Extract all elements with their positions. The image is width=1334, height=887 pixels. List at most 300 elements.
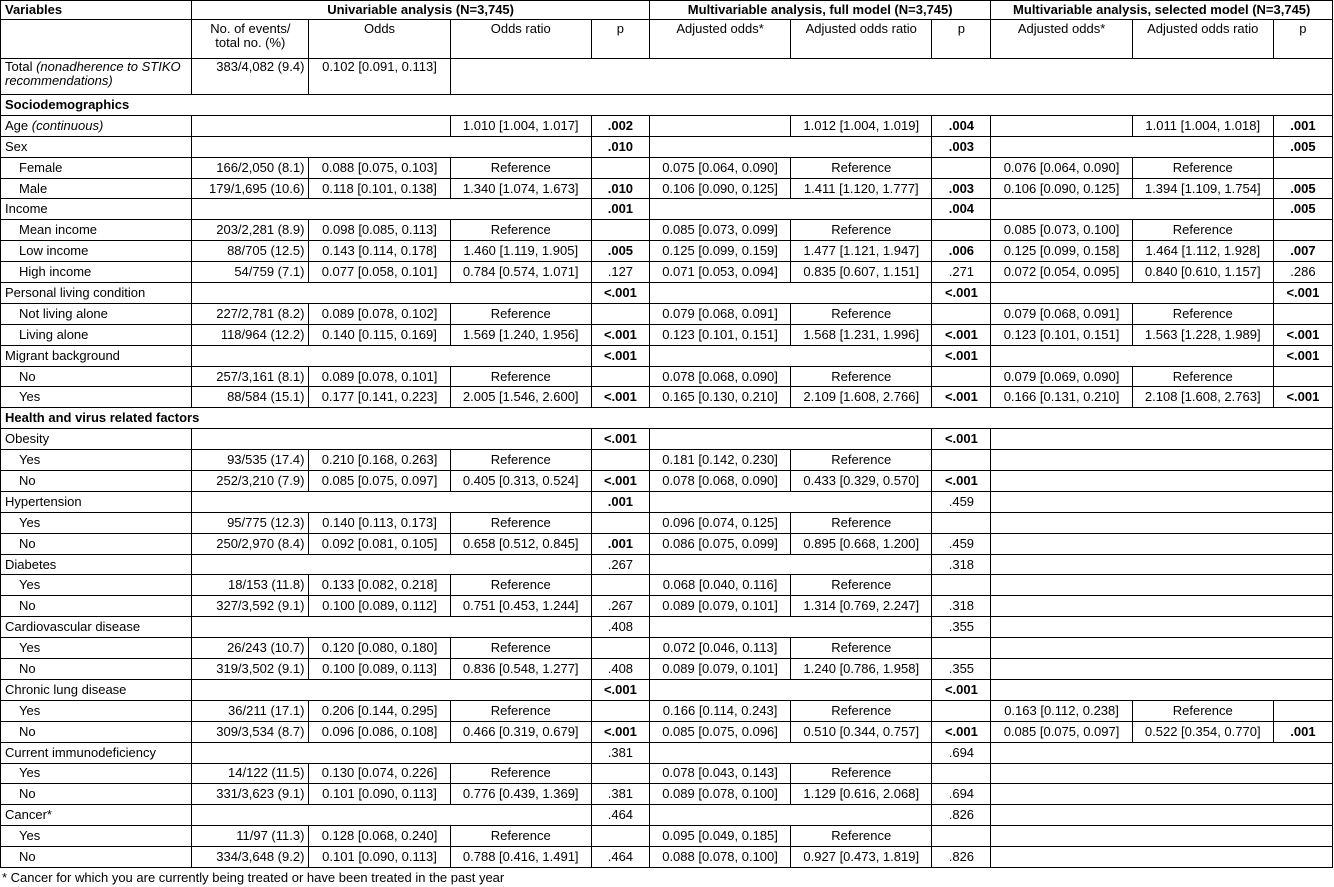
odds: 0.089 [0.078, 0.102] bbox=[309, 303, 450, 324]
adjusted-odds: 0.089 [0.079, 0.101] bbox=[649, 596, 790, 617]
adjusted-odds: 0.165 [0.130, 0.210] bbox=[649, 387, 790, 408]
odds-ratio: Reference bbox=[450, 157, 591, 178]
adjusted-odds: 0.078 [0.043, 0.143] bbox=[649, 763, 790, 784]
odds-ratio: 1.569 [1.240, 1.956] bbox=[450, 324, 591, 345]
adjusted-odds-ratio: 0.835 [0.607, 1.151] bbox=[791, 262, 932, 283]
p-value-selected: .005 bbox=[1273, 199, 1332, 220]
adjusted-odds-ratio: 1.568 [1.231, 1.996] bbox=[791, 324, 932, 345]
variable-row bbox=[1, 136, 1333, 157]
total-label-italic: (nonadherence to STIKO recommendations) bbox=[5, 59, 181, 88]
adjusted-odds-ratio-selected: Reference bbox=[1132, 303, 1273, 324]
empty-cell bbox=[991, 429, 1333, 450]
header-adjusted-odds: Adjusted odds* bbox=[649, 20, 790, 59]
adjusted-odds-ratio-selected: 2.108 [1.608, 2.763] bbox=[1132, 387, 1273, 408]
level-row bbox=[1, 450, 1333, 471]
header-row-groups bbox=[1, 1, 1333, 20]
events: 331/3,623 (9.1) bbox=[192, 784, 309, 805]
odds: 0.130 [0.074, 0.226] bbox=[309, 763, 450, 784]
variable-name: Chronic lung disease bbox=[5, 681, 127, 697]
odds: 0.092 [0.081, 0.105] bbox=[309, 533, 450, 554]
empty-cell bbox=[649, 491, 931, 512]
level-row bbox=[1, 387, 1333, 408]
level-row bbox=[1, 366, 1333, 387]
level-row bbox=[1, 638, 1333, 659]
empty-cell bbox=[649, 617, 931, 638]
p-value-selected: <.001 bbox=[1273, 387, 1332, 408]
header-p: p bbox=[932, 20, 991, 59]
total-label-text: Total bbox=[5, 59, 33, 74]
odds: 0.133 [0.082, 0.218] bbox=[309, 575, 450, 596]
p-value-full: .826 bbox=[932, 805, 991, 826]
level-label: No bbox=[1, 533, 192, 554]
empty-cell bbox=[991, 283, 1273, 304]
variable-label bbox=[1, 199, 192, 220]
empty-cell bbox=[991, 345, 1273, 366]
p-value: <.001 bbox=[591, 429, 649, 450]
level-label: Living alone bbox=[1, 324, 192, 345]
level-row bbox=[1, 533, 1333, 554]
odds-ratio: Reference bbox=[450, 512, 591, 533]
events: 327/3,592 (9.1) bbox=[192, 596, 309, 617]
p-value-selected: .286 bbox=[1273, 262, 1332, 283]
adjusted-odds-selected: 0.163 [0.112, 0.238] bbox=[991, 700, 1132, 721]
p-value-full bbox=[932, 450, 991, 471]
odds-ratio: 0.788 [0.416, 1.491] bbox=[450, 847, 591, 868]
odds-ratio: Reference bbox=[450, 450, 591, 471]
odds: 0.088 [0.075, 0.103] bbox=[309, 157, 450, 178]
adjusted-odds: 0.079 [0.068, 0.091] bbox=[649, 303, 790, 324]
level-row bbox=[1, 721, 1333, 742]
odds-ratio: 0.658 [0.512, 0.845] bbox=[450, 533, 591, 554]
variable-label bbox=[1, 679, 192, 700]
p-value-full: .826 bbox=[932, 847, 991, 868]
level-label: No bbox=[1, 847, 192, 868]
empty-cell bbox=[192, 429, 592, 450]
odds: 0.120 [0.080, 0.180] bbox=[309, 638, 450, 659]
events: 14/122 (11.5) bbox=[192, 763, 309, 784]
adjusted-odds-ratio-selected: 1.011 [1.004, 1.018] bbox=[1132, 115, 1273, 136]
adjusted-odds: 0.089 [0.078, 0.100] bbox=[649, 784, 790, 805]
section-heading: Health and virus related factors bbox=[1, 408, 1333, 429]
level-row bbox=[1, 471, 1333, 492]
total-row bbox=[1, 59, 1333, 95]
level-label: Yes bbox=[1, 638, 192, 659]
level-label: No bbox=[1, 366, 192, 387]
adjusted-odds-ratio: Reference bbox=[791, 638, 932, 659]
header-odds: Odds bbox=[309, 20, 450, 59]
p-value bbox=[591, 638, 649, 659]
header-univariable: Univariable analysis (N=3,745) bbox=[192, 1, 650, 20]
odds-ratio: 1.460 [1.119, 1.905] bbox=[450, 241, 591, 262]
events: 93/535 (17.4) bbox=[192, 450, 309, 471]
events: 319/3,502 (9.1) bbox=[192, 659, 309, 680]
odds: 0.177 [0.141, 0.223] bbox=[309, 387, 450, 408]
empty-cell bbox=[991, 617, 1333, 638]
p-value-full: <.001 bbox=[932, 721, 991, 742]
header-odds-ratio: Odds ratio bbox=[450, 20, 591, 59]
adjusted-odds-ratio: Reference bbox=[791, 700, 932, 721]
empty-cell bbox=[991, 763, 1333, 784]
odds-ratio: 0.405 [0.313, 0.524] bbox=[450, 471, 591, 492]
p-value-full: .318 bbox=[932, 554, 991, 575]
p-value: .010 bbox=[591, 178, 649, 199]
variable-label bbox=[1, 345, 192, 366]
level-label: Mean income bbox=[1, 220, 192, 241]
adjusted-odds-selected: 0.106 [0.090, 0.125] bbox=[991, 178, 1132, 199]
odds: 0.128 [0.068, 0.240] bbox=[309, 826, 450, 847]
empty-cell bbox=[991, 826, 1333, 847]
variable-row bbox=[1, 679, 1333, 700]
empty-cell bbox=[649, 679, 931, 700]
p-value-full bbox=[932, 638, 991, 659]
p-value-selected: .005 bbox=[1273, 178, 1332, 199]
adjusted-odds-selected: 0.076 [0.064, 0.090] bbox=[991, 157, 1132, 178]
odds-ratio: 0.776 [0.439, 1.369] bbox=[450, 784, 591, 805]
p-value-full: .355 bbox=[932, 659, 991, 680]
p-value-full bbox=[932, 575, 991, 596]
p-value-full: .003 bbox=[932, 178, 991, 199]
odds: 0.101 [0.090, 0.113] bbox=[309, 847, 450, 868]
level-row bbox=[1, 178, 1333, 199]
level-row bbox=[1, 575, 1333, 596]
empty-cell bbox=[991, 450, 1333, 471]
p-value: <.001 bbox=[591, 283, 649, 304]
empty-cell bbox=[192, 115, 450, 136]
adjusted-odds-ratio: 0.895 [0.668, 1.200] bbox=[791, 533, 932, 554]
adjusted-odds: 0.071 [0.053, 0.094] bbox=[649, 262, 790, 283]
empty-cell bbox=[649, 554, 931, 575]
section-row bbox=[1, 408, 1333, 429]
adjusted-odds-ratio: Reference bbox=[791, 366, 932, 387]
level-row bbox=[1, 324, 1333, 345]
p-value-full: .318 bbox=[932, 596, 991, 617]
adjusted-odds-ratio-selected: Reference bbox=[1132, 220, 1273, 241]
adjusted-odds-selected: 0.166 [0.131, 0.210] bbox=[991, 387, 1132, 408]
adjusted-odds: 0.106 [0.090, 0.125] bbox=[649, 178, 790, 199]
empty-cell bbox=[649, 805, 931, 826]
adjusted-odds: 0.075 [0.064, 0.090] bbox=[649, 157, 790, 178]
p-value-full: <.001 bbox=[932, 324, 991, 345]
empty-cell bbox=[991, 596, 1333, 617]
p-value-full: .004 bbox=[932, 199, 991, 220]
adjusted-odds-ratio: 0.927 [0.473, 1.819] bbox=[791, 847, 932, 868]
variable-label bbox=[1, 617, 192, 638]
variable-name: Sex bbox=[5, 138, 28, 154]
p-value bbox=[591, 763, 649, 784]
p-value-full: <.001 bbox=[932, 679, 991, 700]
odds: 0.206 [0.144, 0.295] bbox=[309, 700, 450, 721]
variable-row bbox=[1, 199, 1333, 220]
empty-cell bbox=[649, 136, 931, 157]
adjusted-odds-ratio-selected: Reference bbox=[1132, 700, 1273, 721]
p-value: .001 bbox=[591, 533, 649, 554]
level-label: Female bbox=[1, 157, 192, 178]
adjusted-odds-ratio-selected: Reference bbox=[1132, 157, 1273, 178]
empty-cell bbox=[991, 554, 1333, 575]
empty-cell bbox=[192, 345, 592, 366]
variable-qualifier: (continuous) bbox=[31, 117, 104, 133]
p-value: <.001 bbox=[591, 345, 649, 366]
p-value: .464 bbox=[591, 847, 649, 868]
events: 309/3,534 (8.7) bbox=[192, 721, 309, 742]
level-label: Yes bbox=[1, 387, 192, 408]
p-value bbox=[591, 303, 649, 324]
adjusted-odds-ratio: 0.433 [0.329, 0.570] bbox=[791, 471, 932, 492]
p-value: .267 bbox=[591, 596, 649, 617]
p-value-full bbox=[932, 512, 991, 533]
p-value-selected bbox=[1273, 303, 1332, 324]
odds-ratio: Reference bbox=[450, 826, 591, 847]
header-events-line1: No. of events/ bbox=[210, 21, 291, 36]
odds-ratio: Reference bbox=[450, 763, 591, 784]
empty-cell bbox=[991, 638, 1333, 659]
empty-cell bbox=[192, 679, 592, 700]
p-value-full: .694 bbox=[932, 784, 991, 805]
level-row bbox=[1, 512, 1333, 533]
variable-label bbox=[1, 491, 192, 512]
events: 257/3,161 (8.1) bbox=[192, 366, 309, 387]
adjusted-odds: 0.125 [0.099, 0.159] bbox=[649, 241, 790, 262]
level-label: Yes bbox=[1, 575, 192, 596]
p-value-selected: <.001 bbox=[1273, 345, 1332, 366]
events: 250/2,970 (8.4) bbox=[192, 533, 309, 554]
header-variables: Variables bbox=[1, 1, 192, 20]
level-label: Not living alone bbox=[1, 303, 192, 324]
p-value-full bbox=[932, 366, 991, 387]
empty-cell bbox=[192, 617, 592, 638]
odds: 0.077 [0.058, 0.101] bbox=[309, 262, 450, 283]
empty-cell bbox=[991, 847, 1333, 868]
p-value: .005 bbox=[591, 241, 649, 262]
section-heading: Sociodemographics bbox=[1, 95, 1333, 116]
adjusted-odds: 0.089 [0.079, 0.101] bbox=[649, 659, 790, 680]
total-odds: 0.102 [0.091, 0.113] bbox=[309, 59, 450, 95]
p-value-selected: .005 bbox=[1273, 136, 1332, 157]
variable-name: Current immunodeficiency bbox=[5, 744, 157, 760]
header-p: p bbox=[591, 20, 649, 59]
odds-ratio: 2.005 [1.546, 2.600] bbox=[450, 387, 591, 408]
variable-label bbox=[1, 136, 192, 157]
odds: 0.210 [0.168, 0.263] bbox=[309, 450, 450, 471]
p-value-full bbox=[932, 157, 991, 178]
adjusted-odds-selected: 0.072 [0.054, 0.095] bbox=[991, 262, 1132, 283]
variable-row bbox=[1, 283, 1333, 304]
p-value-selected: <.001 bbox=[1273, 283, 1332, 304]
p-value-full: <.001 bbox=[932, 429, 991, 450]
adjusted-odds-ratio: Reference bbox=[791, 575, 932, 596]
header-row-columns bbox=[1, 20, 1333, 59]
odds-ratio: 0.784 [0.574, 1.071] bbox=[450, 262, 591, 283]
empty-cell bbox=[192, 805, 592, 826]
p-value-full: <.001 bbox=[932, 387, 991, 408]
p-value-full bbox=[932, 700, 991, 721]
odds: 0.100 [0.089, 0.112] bbox=[309, 596, 450, 617]
p-value bbox=[591, 220, 649, 241]
events: 18/153 (11.8) bbox=[192, 575, 309, 596]
p-value-full: .459 bbox=[932, 533, 991, 554]
p-value-full: .006 bbox=[932, 241, 991, 262]
events: 179/1,695 (10.6) bbox=[192, 178, 309, 199]
empty-cell bbox=[991, 742, 1333, 763]
p-value-selected bbox=[1273, 366, 1332, 387]
empty-cell bbox=[991, 805, 1333, 826]
total-label bbox=[1, 59, 192, 95]
p-value-selected: .007 bbox=[1273, 241, 1332, 262]
odds: 0.100 [0.089, 0.113] bbox=[309, 659, 450, 680]
level-label: Yes bbox=[1, 450, 192, 471]
empty-cell bbox=[991, 659, 1333, 680]
header-events bbox=[192, 20, 309, 59]
level-label: Male bbox=[1, 178, 192, 199]
header-multivariable-selected: Multivariable analysis, selected model (N=3,745) bbox=[991, 1, 1333, 20]
p-value-selected bbox=[1273, 220, 1332, 241]
adjusted-odds-ratio-selected: 0.522 [0.354, 0.770] bbox=[1132, 721, 1273, 742]
adjusted-odds: 0.068 [0.040, 0.116] bbox=[649, 575, 790, 596]
header-blank bbox=[1, 20, 192, 59]
events: 54/759 (7.1) bbox=[192, 262, 309, 283]
odds: 0.101 [0.090, 0.113] bbox=[309, 784, 450, 805]
empty-cell bbox=[649, 115, 790, 136]
level-row bbox=[1, 220, 1333, 241]
adjusted-odds-ratio: Reference bbox=[791, 450, 932, 471]
p-value: .127 bbox=[591, 262, 649, 283]
variable-label bbox=[1, 805, 192, 826]
variable-label bbox=[1, 115, 192, 136]
level-label: Yes bbox=[1, 512, 192, 533]
level-row bbox=[1, 241, 1333, 262]
p-value bbox=[591, 450, 649, 471]
variable-row bbox=[1, 554, 1333, 575]
level-row bbox=[1, 847, 1333, 868]
p-value-full: .004 bbox=[932, 115, 991, 136]
adjusted-odds-ratio-selected: 0.840 [0.610, 1.157] bbox=[1132, 262, 1273, 283]
empty-cell bbox=[991, 575, 1333, 596]
p-value bbox=[591, 157, 649, 178]
variable-name: Age bbox=[5, 117, 29, 133]
adjusted-odds-ratio-selected: Reference bbox=[1132, 366, 1273, 387]
p-value-full: <.001 bbox=[932, 471, 991, 492]
adjusted-odds-selected: 0.125 [0.099, 0.158] bbox=[991, 241, 1132, 262]
adjusted-odds-ratio: 1.477 [1.121, 1.947] bbox=[791, 241, 932, 262]
adjusted-odds: 0.123 [0.101, 0.151] bbox=[649, 324, 790, 345]
adjusted-odds-ratio: Reference bbox=[791, 157, 932, 178]
p-value: .381 bbox=[591, 784, 649, 805]
events: 88/705 (12.5) bbox=[192, 241, 309, 262]
odds: 0.143 [0.114, 0.178] bbox=[309, 241, 450, 262]
p-value-full: .003 bbox=[932, 136, 991, 157]
empty-cell bbox=[192, 136, 592, 157]
level-label: No bbox=[1, 721, 192, 742]
header-adjusted-odds-ratio: Adjusted odds ratio bbox=[1132, 20, 1273, 59]
odds-ratio: 0.466 [0.319, 0.679] bbox=[450, 721, 591, 742]
variable-row bbox=[1, 115, 1333, 136]
empty-cell bbox=[192, 554, 592, 575]
adjusted-odds: 0.085 [0.073, 0.099] bbox=[649, 220, 790, 241]
empty-cell bbox=[192, 742, 592, 763]
adjusted-odds-selected: 0.085 [0.075, 0.097] bbox=[991, 721, 1132, 742]
p-value-selected: .001 bbox=[1273, 115, 1332, 136]
odds: 0.140 [0.115, 0.169] bbox=[309, 324, 450, 345]
variable-name: Diabetes bbox=[5, 556, 57, 572]
level-row bbox=[1, 700, 1333, 721]
adjusted-odds-ratio: 0.510 [0.344, 0.757] bbox=[791, 721, 932, 742]
p-value: .464 bbox=[591, 805, 649, 826]
adjusted-odds: 0.086 [0.075, 0.099] bbox=[649, 533, 790, 554]
odds: 0.098 [0.085, 0.113] bbox=[309, 220, 450, 241]
events: 26/243 (10.7) bbox=[192, 638, 309, 659]
adjusted-odds-ratio: 1.411 [1.120, 1.777] bbox=[791, 178, 932, 199]
level-row bbox=[1, 303, 1333, 324]
odds-ratio: Reference bbox=[450, 303, 591, 324]
adjusted-odds-ratio-selected: 1.464 [1.112, 1.928] bbox=[1132, 241, 1273, 262]
events: 227/2,781 (8.2) bbox=[192, 303, 309, 324]
adjusted-odds-selected: 0.085 [0.073, 0.100] bbox=[991, 220, 1132, 241]
p-value-full bbox=[932, 826, 991, 847]
variable-name: Personal living condition bbox=[5, 284, 146, 300]
p-value: .408 bbox=[591, 617, 649, 638]
adjusted-odds: 0.088 [0.078, 0.100] bbox=[649, 847, 790, 868]
odds-ratio: 1.010 [1.004, 1.017] bbox=[450, 115, 591, 136]
p-value bbox=[591, 512, 649, 533]
p-value bbox=[591, 700, 649, 721]
empty-cell bbox=[192, 199, 592, 220]
adjusted-odds: 0.181 [0.142, 0.230] bbox=[649, 450, 790, 471]
level-row bbox=[1, 763, 1333, 784]
empty-cell bbox=[192, 283, 592, 304]
adjusted-odds-ratio: Reference bbox=[791, 220, 932, 241]
adjusted-odds-selected: 0.079 [0.068, 0.091] bbox=[991, 303, 1132, 324]
p-value-full: <.001 bbox=[932, 283, 991, 304]
adjusted-odds-ratio: 1.129 [0.616, 2.068] bbox=[791, 784, 932, 805]
adjusted-odds: 0.095 [0.049, 0.185] bbox=[649, 826, 790, 847]
level-label: Yes bbox=[1, 826, 192, 847]
variable-label bbox=[1, 429, 192, 450]
empty-cell bbox=[649, 345, 931, 366]
variable-name: Obesity bbox=[5, 431, 50, 447]
p-value: .001 bbox=[591, 199, 649, 220]
p-value: .267 bbox=[591, 554, 649, 575]
empty-cell bbox=[991, 679, 1333, 700]
p-value: <.001 bbox=[591, 721, 649, 742]
variable-name: Income bbox=[5, 201, 48, 217]
odds: 0.118 [0.101, 0.138] bbox=[309, 178, 450, 199]
adjusted-odds: 0.085 [0.075, 0.096] bbox=[649, 721, 790, 742]
empty-cell bbox=[991, 115, 1132, 136]
p-value-full: .355 bbox=[932, 617, 991, 638]
adjusted-odds-ratio-selected: 1.394 [1.109, 1.754] bbox=[1132, 178, 1273, 199]
empty-cell bbox=[649, 429, 931, 450]
empty-cell bbox=[991, 512, 1333, 533]
empty-cell bbox=[649, 742, 931, 763]
p-value bbox=[591, 826, 649, 847]
variable-row bbox=[1, 742, 1333, 763]
p-value: .001 bbox=[591, 491, 649, 512]
level-label: No bbox=[1, 659, 192, 680]
adjusted-odds: 0.078 [0.068, 0.090] bbox=[649, 366, 790, 387]
events: 95/775 (12.3) bbox=[192, 512, 309, 533]
adjusted-odds-ratio: Reference bbox=[791, 826, 932, 847]
odds-ratio: Reference bbox=[450, 700, 591, 721]
p-value-selected bbox=[1273, 700, 1332, 721]
level-label: No bbox=[1, 596, 192, 617]
adjusted-odds-ratio: 1.240 [0.786, 1.958] bbox=[791, 659, 932, 680]
p-value-full: .271 bbox=[932, 262, 991, 283]
odds-ratio: Reference bbox=[450, 638, 591, 659]
level-label: Low income bbox=[1, 241, 192, 262]
events: 203/2,281 (8.9) bbox=[192, 220, 309, 241]
variable-row bbox=[1, 617, 1333, 638]
events: 252/3,210 (7.9) bbox=[192, 471, 309, 492]
